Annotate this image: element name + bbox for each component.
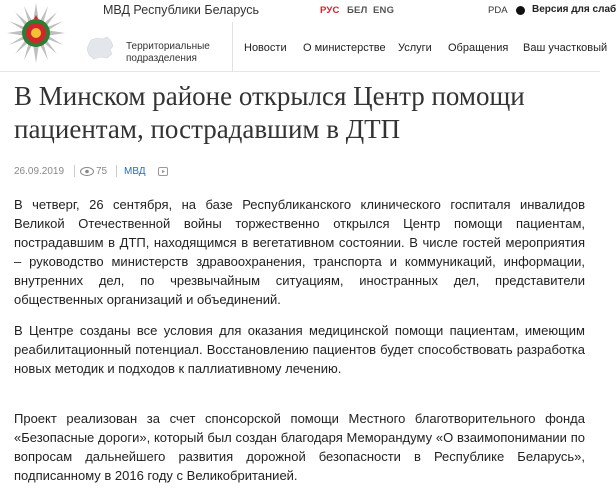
nav-district-officer[interactable]: Ваш участковый: [523, 42, 608, 54]
accessibility-version-link[interactable]: Версия для слаб: [532, 4, 616, 15]
lang-en-link[interactable]: ENG: [373, 5, 395, 16]
nav-news[interactable]: Новости: [244, 42, 287, 54]
view-count: 75: [96, 166, 108, 177]
lang-ru-link[interactable]: РУС: [320, 5, 340, 16]
article-paragraph: В четверг, 26 сентября, на базе Республиканского клинического госпиталя инвалидов Великой Отечественной войны торжественно открылся Центр помощи пациентам, пострадавшим в ДТП, находящимся в вегетативном состоянии. В числе гостей мероприятия – руководство министерств здравоохранения, транспорта и коммуникаций, информации, внутренних дел, по чрезвычайным ситуациям, иностранных дел, представители общественных организаций и объединений.: [14, 197, 585, 307]
pda-link[interactable]: PDA: [488, 5, 508, 16]
meta-divider: [116, 165, 117, 177]
article-date: 26.09.2019: [14, 166, 65, 177]
nav-divider: [232, 22, 233, 72]
top-bar: [0, 0, 616, 22]
article-paragraph: В Центре созданы все условия для оказания медицинской помощи пациентам, имеющим реабилитационный потенциал. Восстановлению пациентов будет способствовать разработка новых методик и подходов к паллиативному лечению.: [14, 323, 585, 376]
nav-appeals[interactable]: Обращения: [448, 42, 509, 54]
regional-divisions-link[interactable]: Территориальные подразделения: [126, 41, 210, 64]
article-title: В Минском районе открылся Центр помощи пациентам, пострадавшим в ДТП: [14, 81, 525, 144]
video-icon[interactable]: [158, 167, 168, 176]
eye-views-icon: [80, 167, 94, 176]
meta-divider: [74, 165, 75, 177]
lang-be-link[interactable]: БЕЛ: [347, 5, 368, 16]
article-source-link[interactable]: МВД: [124, 166, 146, 177]
nav-services[interactable]: Услуги: [398, 42, 432, 54]
eye-icon[interactable]: [516, 6, 525, 15]
main-nav: [0, 22, 608, 72]
article-paragraph: Проект реализован за счет спонсорской помощи Местного благотворительного фонда «Безопасные дороги», который был создан благодаря Меморандуму «О взаимопонимании по вопросам дальнейшего развития дорожной безопасности в Республике Беларусь», подписанному в 2016 году с Великобританией.: [14, 411, 585, 483]
belarus-map-icon[interactable]: [85, 36, 115, 60]
nav-about-ministry[interactable]: О министерстве: [303, 42, 386, 54]
site-title[interactable]: МВД Республики Беларусь: [103, 3, 260, 17]
